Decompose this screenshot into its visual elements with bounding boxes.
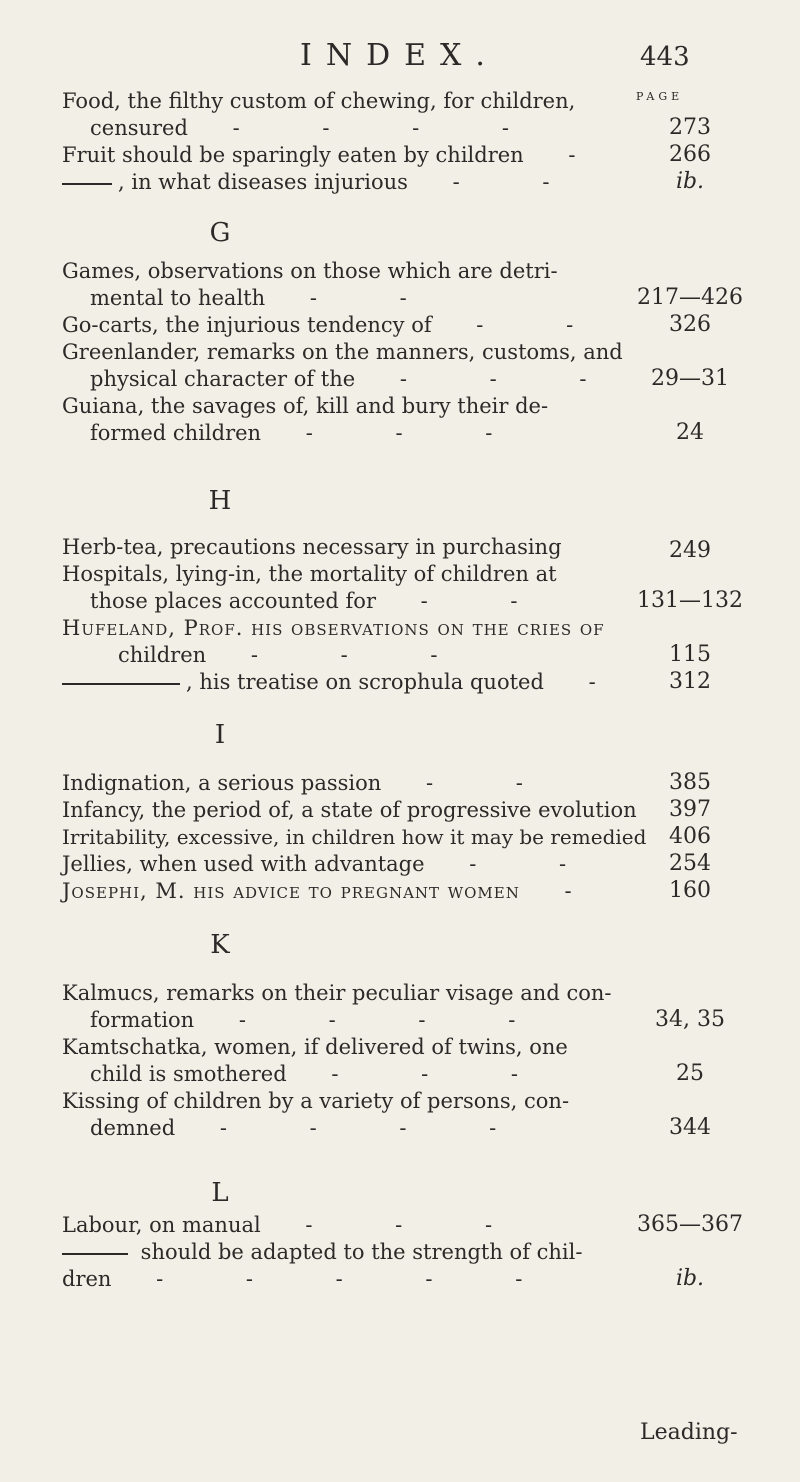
- index-entry: should be adapted to the strength of chil- dren - - - - -: [62, 1240, 583, 1291]
- index-entry: Go-carts, the injurious tendency of - -: [62, 313, 612, 337]
- section-letter: H: [208, 486, 232, 516]
- page-ref: 25: [676, 1061, 704, 1086]
- ditto-dash: [62, 183, 112, 185]
- page-ref: 266: [669, 142, 711, 167]
- page-ref: 131—132: [637, 588, 743, 613]
- page-ref: 254: [669, 851, 711, 876]
- index-entry: Hufeland, Prof. his observations on the cries of children - - -: [62, 616, 605, 667]
- page-ref: 312: [669, 669, 711, 694]
- ditto-dash: [62, 683, 180, 685]
- section-letter: L: [211, 1178, 229, 1208]
- ditto-dash: [62, 1253, 128, 1255]
- section-letter: I: [214, 720, 226, 750]
- index-entry: Herb-tea, precautions necessary in purchasing: [62, 535, 562, 559]
- page-ref: 217—426: [637, 285, 743, 310]
- section-letter: K: [210, 930, 230, 960]
- index-entry: Games, observations on those which are detri- mental to health - -: [62, 259, 558, 310]
- page-column-label: PAGE: [636, 90, 684, 103]
- page-ref: 115: [669, 642, 711, 667]
- page-ref: 397: [669, 797, 711, 822]
- page-ref: 24: [676, 420, 704, 445]
- page-ref: 29—31: [651, 366, 729, 391]
- page-ref: 326: [669, 312, 711, 337]
- page-ref: 34, 35: [655, 1007, 725, 1032]
- index-entry: Infancy, the period of, a state of progressive evolution: [62, 798, 637, 822]
- page-ref: 344: [669, 1115, 711, 1140]
- page-number: 443: [640, 42, 690, 72]
- index-entry: Kamtschatka, women, if delivered of twins, one child is smothered - - -: [62, 1035, 568, 1086]
- page-ref: 406: [669, 824, 711, 849]
- index-entry: Irritability, excessive, in children how it may be remedied: [62, 825, 647, 849]
- index-entry: Fruit should be sparingly eaten by children -: [62, 143, 614, 167]
- index-entry: Guiana, the savages of, kill and bury their de- formed children - - -: [62, 394, 549, 445]
- page-ref: 249: [669, 538, 711, 563]
- page-ref: 365—367: [637, 1212, 743, 1237]
- index-entry: Greenlander, remarks on the manners, customs, and physical character of the - - -: [62, 340, 625, 391]
- page-ref: 160: [669, 878, 711, 903]
- index-entry: Kissing of children by a variety of persons, con- demned - - - -: [62, 1089, 570, 1140]
- index-entry: Indignation, a serious passion - -: [62, 771, 561, 795]
- index-entry: , his treatise on scrophula quoted -: [62, 669, 642, 696]
- page-ref: 385: [669, 770, 711, 795]
- page-ref: ib.: [675, 1266, 705, 1291]
- page-ref: 273: [669, 115, 711, 140]
- index-entry: Food, the filthy custom of chewing, for children, censured - - - -: [62, 89, 576, 140]
- page-ref: ib.: [675, 169, 705, 194]
- index-entry: , in what diseases injurious - -: [62, 169, 642, 196]
- index-entry: Hospitals, lying-in, the mortality of children at those places accounted for - -: [62, 562, 557, 613]
- header-title: INDEX.: [300, 38, 499, 73]
- index-entry: Josephi, M. his advice to pregnant women -: [62, 879, 610, 903]
- index-entry: Jellies, when used with advantage - -: [62, 852, 605, 876]
- catchword: Leading-: [640, 1420, 738, 1445]
- section-letter: G: [209, 218, 231, 248]
- index-entry: Labour, on manual - - -: [62, 1213, 531, 1237]
- index-entry: Kalmucs, remarks on their peculiar visage and con- formation - - - -: [62, 981, 612, 1032]
